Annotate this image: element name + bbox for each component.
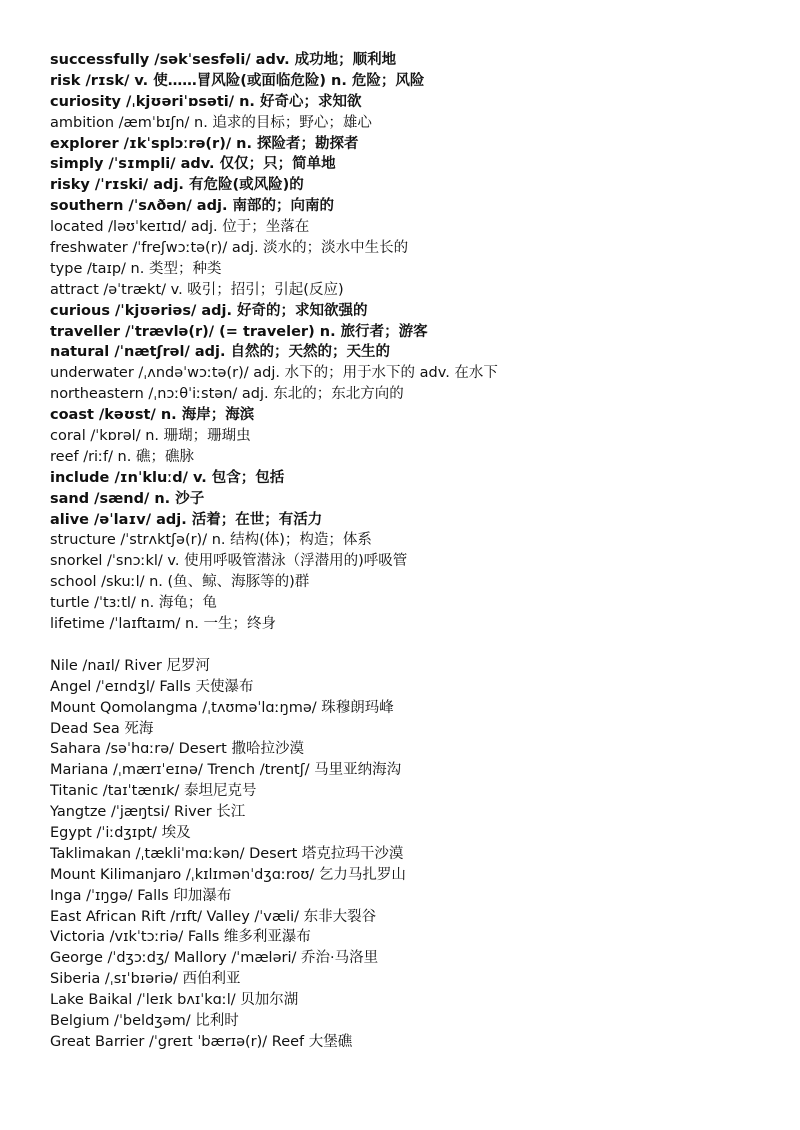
vocab-entry: located /ləʊˈkeɪtɪd/ adj. 位于；坐落在	[50, 219, 310, 236]
vocab-entry: ambition /æmˈbɪʃn/ n. 追求的目标；野心；雄心	[50, 114, 372, 131]
vocab-entry: school /skuːl/ n. (鱼、鲸、海豚等的)群	[50, 574, 310, 591]
vocab-entry: include /ɪnˈkluːd/ v. 包含；包括	[50, 469, 285, 486]
vocabulary-page	[50, 50, 770, 1053]
vocab-entry: turtle /ˈtɜːtl/ n. 海龟；龟	[50, 595, 217, 612]
vocab-entry: coast /kəʊst/ n. 海岸；海滨	[50, 407, 255, 424]
proper-noun-entry: Titanic /taɪˈtænɪk/ 泰坦尼克号	[50, 783, 257, 800]
proper-noun-entry: East African Rift /rɪft/ Valley /ˈvæli/ 东非大裂谷	[50, 908, 377, 925]
vocab-entry: type /taɪp/ n. 类型；种类	[50, 260, 222, 277]
vocab-entry: risky /ˈrɪski/ adj. 有危险(或风险)的	[50, 177, 304, 194]
vocab-entry: structure /ˈstrʌktʃə(r)/ n. 结构(体)；构造；体系	[50, 532, 372, 549]
proper-noun-entry: Yangtze /ˈjæŋtsi/ River 长江	[50, 804, 246, 821]
vocab-entry: simply /ˈsɪmpli/ adv. 仅仅；只；简单地	[50, 156, 336, 173]
vocab-entry: reef /riːf/ n. 礁；礁脉	[50, 448, 194, 465]
vocab-entry: traveller /ˈtrævlə(r)/ (= traveler) n. 旅行者；游客	[50, 323, 428, 340]
proper-noun-entry: Sahara /səˈhɑːrə/ Desert 撒哈拉沙漠	[50, 741, 304, 758]
proper-noun-entry: Siberia /ˌsɪˈbɪəriə/ 西伯利亚	[50, 971, 241, 988]
vocab-entry: attract /əˈtrækt/ v. 吸引；招引；引起(反应)	[50, 281, 344, 298]
vocabulary-list	[50, 50, 770, 635]
vocab-entry: alive /əˈlaɪv/ adj. 活着；在世；有活力	[50, 511, 323, 528]
proper-nouns-list	[50, 656, 770, 1053]
section-spacer	[50, 635, 770, 656]
proper-noun-entry: Taklimakan /ˌtækliˈmɑːkən/ Desert 塔克拉玛干沙漠	[50, 845, 404, 862]
vocab-entry: snorkel /ˈsnɔːkl/ v. 使用呼吸管潜泳（浮潜用的)呼吸管	[50, 553, 408, 570]
proper-noun-entry: Egypt /ˈiːdʒɪpt/ 埃及	[50, 824, 191, 841]
vocab-entry: successfully /səkˈsesfəli/ adv. 成功地；顺利地	[50, 52, 397, 68]
proper-noun-entry: Dead Sea 死海	[50, 720, 154, 737]
vocab-entry: risk /rɪsk/ v. 使……冒风险(或面临危险) n. 危险；风险	[50, 72, 425, 89]
vocab-entry: southern /ˈsʌðən/ adj. 南部的；向南的	[50, 198, 334, 215]
proper-noun-entry: Nile /naɪl/ River 尼罗河	[50, 657, 210, 674]
proper-noun-entry: Angel /ˈeɪndʒl/ Falls 天使瀑布	[50, 678, 254, 695]
vocab-entry: sand /sænd/ n. 沙子	[50, 490, 205, 507]
proper-noun-entry: Mount Kilimanjaro /ˌkɪlɪmənˈdʒɑːroʊ/ 乞力马扎罗山	[50, 866, 406, 883]
proper-noun-entry: Victoria /vɪkˈtɔːriə/ Falls 维多利亚瀑布	[50, 929, 311, 946]
vocab-entry: explorer /ɪkˈsplɔːrə(r)/ n. 探险者；勘探者	[50, 135, 359, 152]
proper-noun-entry: Lake Baikal /ˈleɪk bʌɪˈkɑːl/ 贝加尔湖	[50, 992, 299, 1009]
proper-noun-entry: Inga /ˈɪŋgə/ Falls 印加瀑布	[50, 887, 232, 904]
vocab-entry: curiosity /ˌkjʊəriˈɒsəti/ n. 好奇心；求知欲	[50, 93, 362, 110]
vocab-entry: freshwater /ˈfreʃwɔːtə(r)/ adj. 淡水的；淡水中生长的	[50, 240, 409, 257]
vocab-entry: lifetime /ˈlaɪftaɪm/ n. 一生；终身	[50, 616, 276, 633]
vocab-entry: underwater /ˌʌndəˈwɔːtə(r)/ adj. 水下的；用于水下的 adv. 在水下	[50, 365, 498, 382]
proper-noun-entry: Mount Qomolangma /ˌtʌʊməˈlɑːŋmə/ 珠穆朗玛峰	[50, 699, 394, 716]
vocab-entry: curious /ˈkjʊəriəs/ adj. 好奇的；求知欲强的	[50, 302, 368, 319]
proper-noun-entry: Great Barrier /ˈgreɪt ˈbærɪə(r)/ Reef 大堡礁	[50, 1033, 353, 1050]
vocab-entry: northeastern /ˌnɔːθˈiːstən/ adj. 东北的；东北方向的	[50, 386, 404, 403]
proper-noun-entry: Belgium /ˈbeldʒəm/ 比利时	[50, 1012, 239, 1029]
vocab-entry: coral /ˈkɒrəl/ n. 珊瑚；珊瑚虫	[50, 428, 251, 445]
proper-noun-entry: Mariana /ˌmærɪˈeɪnə/ Trench /trentʃ/ 马里亚纳海沟	[50, 762, 402, 779]
proper-noun-entry: George /ˈdʒɔːdʒ/ Mallory /ˈmæləri/ 乔治·马洛里	[50, 950, 379, 967]
vocab-entry: natural /ˈnætʃrəl/ adj. 自然的；天然的；天生的	[50, 344, 391, 361]
